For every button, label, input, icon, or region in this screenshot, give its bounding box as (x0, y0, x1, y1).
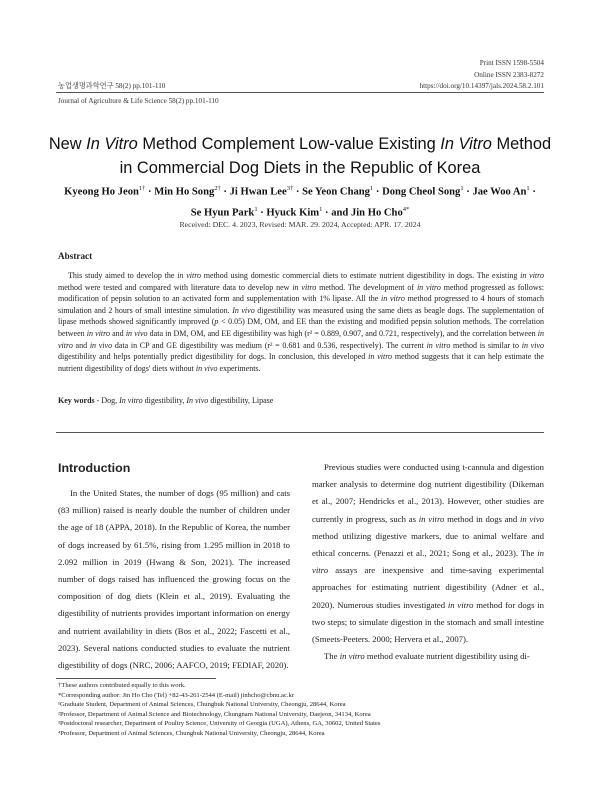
journal-name-korean: 농업생명과학연구 58(2) pp.101-110 (58, 82, 166, 90)
keyword-italic: In vitro (119, 396, 143, 405)
author-separator: · (293, 186, 303, 198)
abstract-italic: in vitro (292, 282, 317, 292)
abstract-text: < 0.05) DM, OM, and EE than the existing and modified pepsin solution methods. The correlation between (58, 317, 544, 338)
author-affiliation-marker: 1 (460, 185, 464, 192)
abstract-text: data in DM, OM, and EE digestibility was high (r² = 0.889, 0.907, and 0.721, respectively), and the correlation between (147, 328, 538, 338)
abstract-italic: in vitro (177, 271, 202, 280)
abstract-italic: in vitro (426, 340, 451, 350)
intro-italic: in vitro (418, 513, 445, 524)
author-name: Dong Cheol Song (382, 186, 461, 198)
abstract-text: data in CP and GE digestibility was medium (r² = 0.681 and 0.536, respectively). The current (112, 340, 427, 350)
author-separator: · (220, 186, 230, 198)
abstract-text: This study aimed to develop the (68, 271, 178, 280)
keywords (58, 396, 544, 405)
keyword-italic: In vivo (186, 396, 209, 405)
received-dates: Received: DEC. 4. 2023, Revised: MAR. 29. 2024, Accepted: APR. 17. 2024 (179, 220, 421, 229)
author-line-2 (40, 201, 560, 222)
abstract-text: method progressed to 4 hours of stomach simulation and 2 hours of small intestine simulation. (58, 294, 544, 315)
print-issn: Print ISSN 1598-5504 (479, 59, 544, 67)
title-text: Method Complement Low-value Existing (137, 135, 441, 153)
footnote-line: †These authors contributed equally to this work. (58, 682, 186, 689)
keyword: digestibility, Lipase (208, 396, 274, 405)
abstract-heading: Abstract (58, 251, 93, 261)
intro-text: The (324, 651, 340, 662)
abstract-body (58, 270, 544, 374)
author-separator: · (322, 207, 332, 219)
abstract-text: method. The development of (316, 282, 417, 292)
abstract-text: method is similar to (450, 340, 522, 350)
intro-paragraph (312, 648, 544, 665)
intro-italic: in vitro (339, 651, 365, 662)
author-affiliation-marker: 1 (526, 185, 530, 192)
title-text: New (48, 135, 87, 153)
abstract-italic: p (214, 317, 219, 327)
author-affiliation-marker: 1† (138, 185, 146, 192)
abstract-italic: in vitro (416, 282, 441, 292)
intro-text: assays are inexpensive and time-saving experimental approaches for estimating nutrient digestibility (Adner et al., 2020). Numerous studies investigated (312, 565, 544, 610)
keywords-dash: - (94, 396, 102, 405)
keywords-label: Key words (58, 396, 95, 405)
doi-link[interactable]: https://doi.org/10.14397/jals.2024.58.2.101 (419, 82, 544, 90)
author-separator: · (463, 186, 473, 198)
author-name: Kyeong Ho Jeon (64, 186, 139, 198)
author-name: Se Yeon Chang (302, 186, 370, 198)
abstract-italic: in vivo (195, 363, 218, 373)
intro-text: method for dogs in two steps; to simulate digestion in the stomach and small intestine (Smeets-Peeters. 2000; Hervera et al., 2007). (312, 599, 545, 645)
keyword: digestibility, (142, 396, 187, 405)
footnote-line: *Corresponding author: Jin Ho Cho (Tel) +82-43-261-2544 (E-mail) jinhcho@cbnu.ac.kr (58, 691, 295, 699)
intro-left-column (58, 485, 290, 674)
online-issn: Online ISSN 2383-8272 (474, 71, 544, 79)
abstract-text: and (72, 340, 90, 350)
footnote-line: ³Postdoctoral researcher, Department of Poultry Science, University of Georgia (UGA), Athens, GA, 30602, United States (58, 720, 381, 728)
author-affiliation-marker: 1 (319, 205, 323, 213)
abstract-italic: In vivo (232, 305, 255, 315)
introduction-heading: Introduction (58, 461, 131, 475)
author-affiliation-marker: 3† (286, 185, 294, 192)
abstract-italic: in vivo (89, 340, 113, 350)
abstract-italic: in vitro (86, 328, 110, 338)
corresponding-author-name: Jin Ho Cho (350, 207, 403, 219)
footnote-line: ¹Graduate Student, Department of Animal Sciences, Chungbuk National University, Cheongju, 28644, Korea (58, 701, 346, 709)
intro-text: Previous studies were conducted using t-cannula and digestion marker analysis to determine dog nutrient digestibility (Dikeman et al., 2007; Hendricks et al., 2013). However, other studies are currently in progress, such as (312, 462, 544, 524)
intro-italic: in vitro (312, 548, 544, 576)
title-line-2: in Commercial Dog Diets in the Republic of Korea (119, 159, 481, 177)
author-name: Ji Hwan Lee (229, 186, 287, 198)
abstract-italic: in vitro (58, 328, 545, 350)
intro-text: method utilizing digestive markers, due to animal welfare and ethical concerns. (Penazzi et al., 2021; Song et al., 2023). The (312, 530, 544, 559)
title-text: Method (491, 135, 552, 153)
intro-italic: in vitro (447, 599, 474, 610)
intro-right-column (312, 459, 544, 665)
intro-italic: in vivo (520, 513, 545, 524)
header-rule (56, 92, 544, 93)
abstract-text: method were tested and compared with literature data to develop new (58, 282, 293, 292)
abstract-text: and (109, 328, 126, 338)
intro-paragraph (312, 459, 544, 648)
paper-title (40, 132, 560, 180)
journal-name-english: Journal of Agriculture & Life Science 58(2) pp.101-110 (58, 97, 219, 105)
title-line-1 (40, 132, 560, 156)
footnote-rule (56, 678, 216, 679)
abstract-italic: in vivo (125, 328, 148, 338)
author-list (40, 180, 560, 221)
footnote-line: ²Professor, Department of Animal Science and Biotechnology, Chungnam National University, Daejeon, 34134, Korea (58, 710, 371, 718)
author-name: Hyuck Kim (266, 207, 320, 219)
author-affiliation-marker: 2† (214, 185, 221, 192)
author-separator: · (529, 186, 536, 198)
author-affiliation-marker: 1 (254, 205, 258, 213)
abstract-italic: in vivo (521, 340, 544, 350)
author-line-1 (40, 180, 560, 201)
abstract-text: experiments. (217, 363, 261, 373)
intro-text: method in dogs and (444, 513, 521, 524)
author-name: Se Hyun Park (190, 207, 255, 219)
keyword: Dog, (101, 396, 120, 405)
author-separator: · (373, 186, 383, 198)
abstract-italic: in vitro (520, 271, 544, 280)
intro-text: method evaluate nutrient digestibility using di- (364, 651, 530, 662)
abstract-text: digestibility and helps potentially predict digestibility for dogs. In conclusion, this developed (58, 352, 369, 362)
abstract-text: method progressed as follows: modification of pepsin solution to an activated form and supplementation with 1% lipase. All the (58, 282, 544, 304)
abstract-text: method suggests that it can help estimate the nutrient digestibility of dogs' diets without (58, 352, 544, 373)
author-conjunction: and (331, 207, 351, 219)
section-rule (56, 432, 544, 433)
abstract-text: digestibility was measured using the same diets as beagle dogs. The supplementation of lipase methods showed significantly improved ( (58, 305, 544, 327)
author-separator: · (257, 207, 267, 219)
author-separator: · (145, 186, 155, 198)
title-italic: In Vitro (440, 135, 492, 153)
abstract-italic: in vitro (381, 294, 405, 304)
author-affiliation-marker: 4* (402, 205, 410, 213)
author-affiliation-marker: 1 (369, 185, 374, 192)
intro-paragraph: In the United States, the number of dogs (95 million) and cats (83 million) raised is nearly double the number of children under the age of 18 (APPA, 2018). In the Republic of Korea, the number of dogs increased by 61.5%, rising from 1.295 million in 2018 to 2.092 million in 2019 (Hwang & Son, 2021). The increased number of dogs raised has influenced the growing focus on the composition of dog diets (Klein et al., 2019). Evaluating the digestibility of nutrients provides important information on energy and nutrient availability in diets (Bos et al., 2022; Fascetti et al., 2023). Several nations conducted studies to evaluate the nutrient digestibility of dogs (NRC, 2006; AAFCO, 2019; FEDIAF, 2020). (58, 488, 290, 671)
author-name: Min Ho Song (154, 186, 215, 198)
footnote-line: ⁴Professor, Department of Animal Sciences, Chungbuk National University, Cheongju, 28644, Korea (58, 729, 325, 737)
abstract-text: method using domestic commercial diets to estimate nutrient digestibility in dogs. The existing (201, 271, 521, 280)
footnotes (58, 681, 544, 739)
author-name: Jae Woo An (472, 186, 527, 198)
abstract-italic: in vitro (368, 352, 393, 362)
title-italic: In Vitro (86, 135, 138, 153)
